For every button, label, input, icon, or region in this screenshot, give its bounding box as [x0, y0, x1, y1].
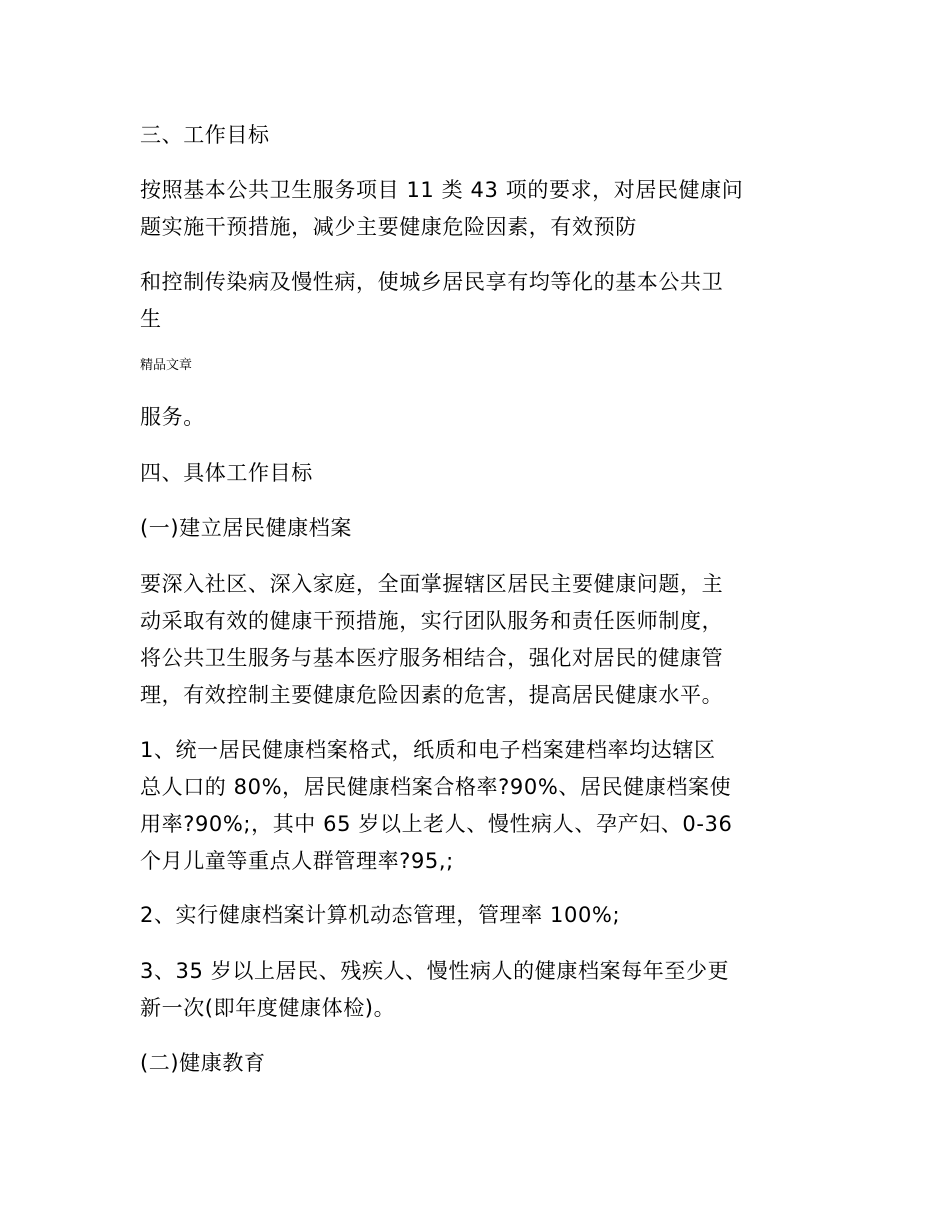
paragraph-line: 生 [140, 307, 162, 331]
paragraph-line: 动采取有效的健康干预措施，实行团队服务和责任医师制度， [140, 609, 724, 633]
section-heading-work-goals: 三、工作目标 [140, 123, 270, 147]
paragraph-line: 将公共卫生服务与基本医疗服务相结合，强化对居民的健康管 [140, 646, 724, 670]
section-heading-specific-goals: 四、具体工作目标 [140, 461, 313, 485]
list-item-line: 2、实行健康档案计算机动态管理，管理率 100%; [140, 903, 621, 927]
list-item-line: 个月儿童等重点人群管理率?95,; [140, 849, 454, 873]
paragraph-line: 要深入社区、深入家庭，全面掌握辖区居民主要健康问题，主 [140, 572, 724, 596]
paragraph-line: 按照基本公共卫生服务项目 11 类 43 项的要求，对居民健康问 [140, 178, 744, 202]
list-item-line: 用率?90%;，其中 65 岁以上老人、慢性病人、孕产妇、0-36 [140, 812, 733, 836]
paragraph-line: 理，有效控制主要健康危险因素的危害，提高居民健康水平。 [140, 683, 724, 707]
paragraph-line: 和控制传染病及慢性病，使城乡居民享有均等化的基本公共卫 [140, 270, 724, 294]
paragraph-line: 服务。 [140, 405, 205, 429]
list-item-line: 1、统一居民健康档案格式，纸质和电子档案建档率均达辖区 [140, 738, 716, 762]
paragraph-line: 题实施干预措施，减少主要健康危险因素，有效预防 [140, 215, 637, 239]
subsection-heading-health-education: (二)健康教育 [140, 1051, 266, 1075]
subsection-heading-health-records: (一)建立居民健康档案 [140, 516, 352, 540]
list-item-line: 新一次(即年度健康体检)。 [140, 996, 396, 1020]
page-footer-label: 精品文章 [140, 358, 193, 373]
list-item-line: 3、35 岁以上居民、残疾人、慢性病人的健康档案每年至少更 [140, 959, 730, 983]
list-item-line: 总人口的 80%，居民健康档案合格率?90%、居民健康档案使 [140, 775, 732, 799]
